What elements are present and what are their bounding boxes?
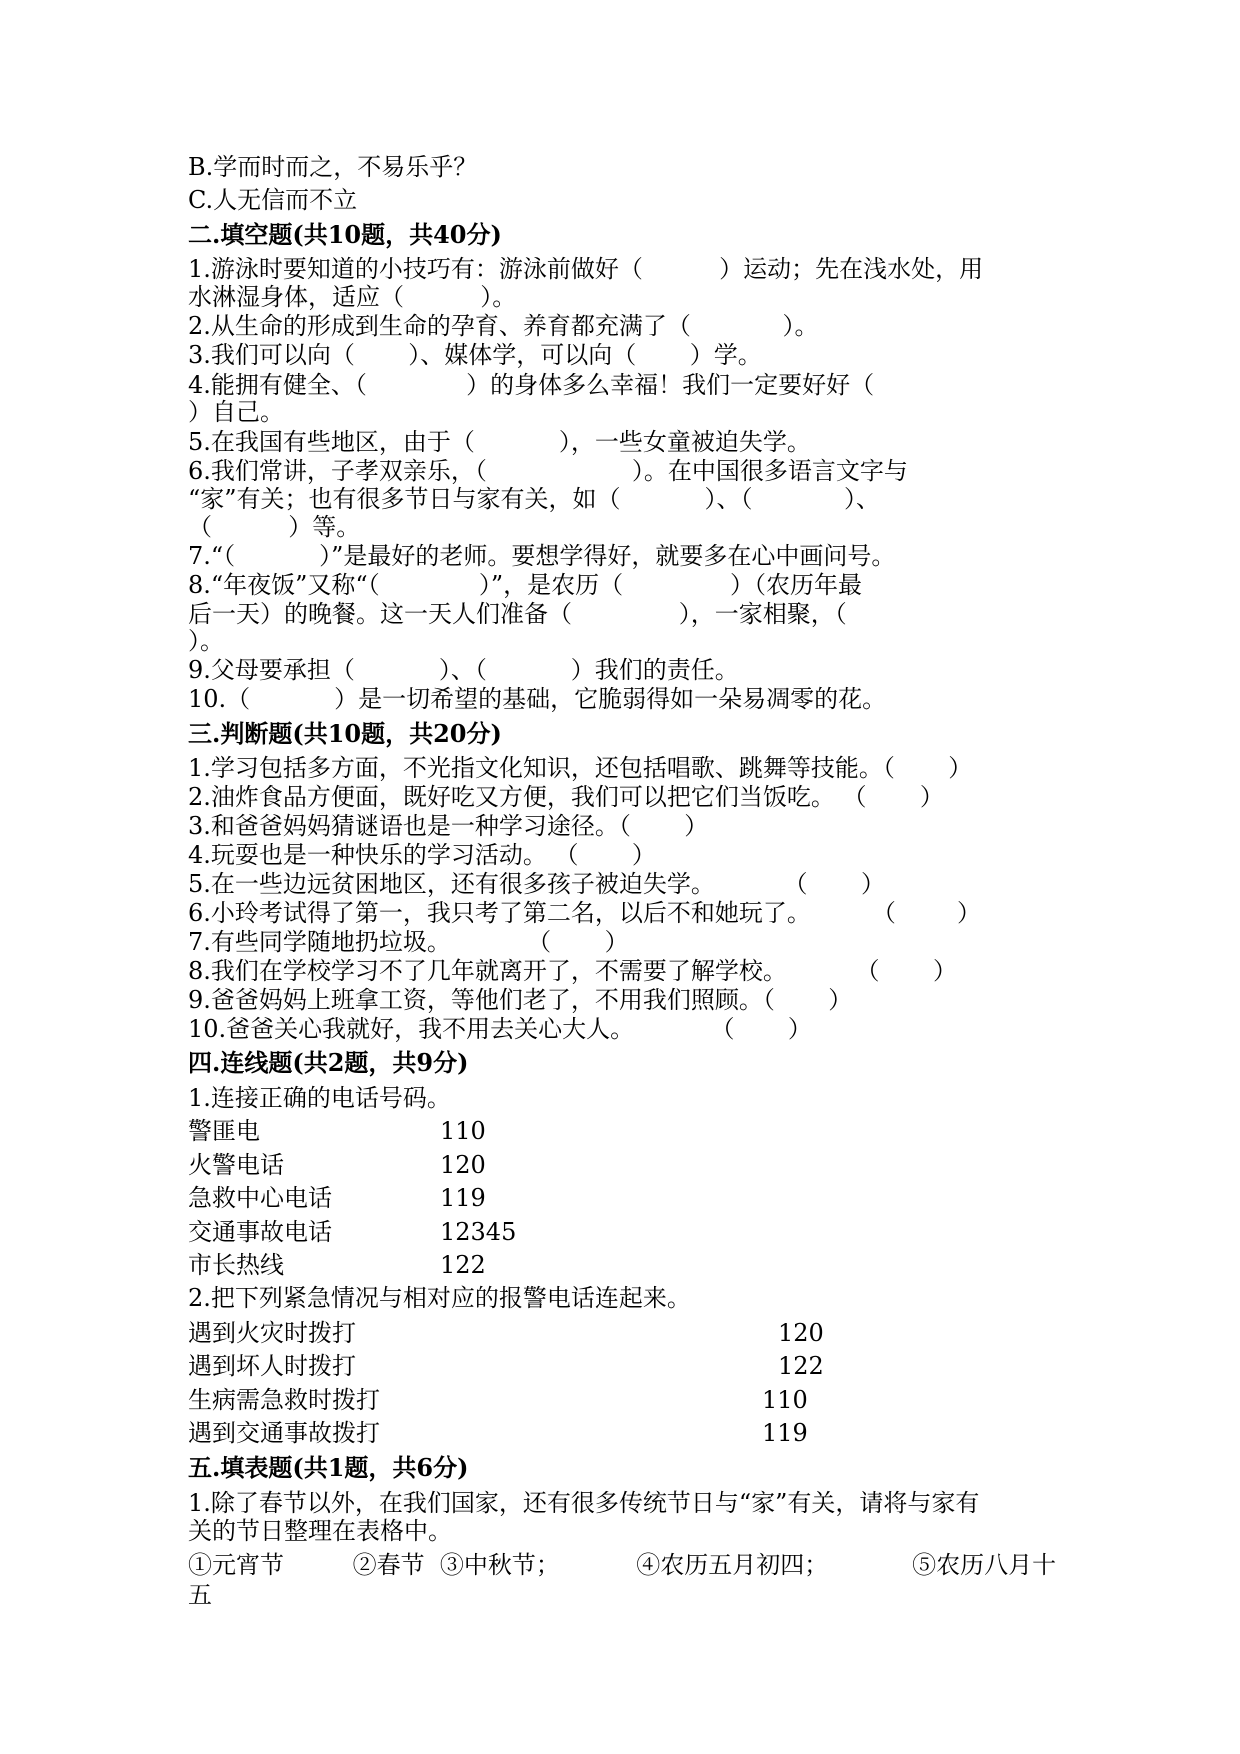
table-fill-options: 五 bbox=[188, 1581, 212, 1609]
fill-blank-line: 水淋湿身体，适应（ ）。 bbox=[188, 283, 517, 311]
matching-left-item: 警匪电 bbox=[188, 1117, 260, 1145]
judgement-line: 8.我们在学校学习不了几年就离开了，不需要了解学校。 （ ） bbox=[188, 957, 957, 985]
matching-left-item: 生病需急救时拨打 bbox=[188, 1386, 380, 1414]
judgement-line: 7.有些同学随地扔垃圾。 （ ） bbox=[188, 928, 629, 956]
matching-left-item: 市长热线 bbox=[188, 1251, 284, 1279]
matching-q1-prompt: 1.连接正确的电话号码。 bbox=[188, 1084, 451, 1112]
fill-blank-line: 8.“年夜饭”又称“（ ）”，是农历（ ）（农历年最 bbox=[188, 571, 862, 599]
fill-blank-line: 9.父母要承担（ ）、（ ）我们的责任。 bbox=[188, 656, 739, 684]
table-fill-line: 1.除了春节以外，在我们国家，还有很多传统节日与“家”有关，请将与家有 bbox=[188, 1489, 980, 1517]
matching-left-item: 遇到交通事故拨打 bbox=[188, 1419, 380, 1447]
matching-left-item: 遇到火灾时拨打 bbox=[188, 1319, 356, 1347]
fill-blank-line: “家”有关；也有很多节日与家有关，如（ ）、（ ）、 bbox=[188, 485, 881, 513]
matching-left-item: 交通事故电话 bbox=[188, 1218, 332, 1246]
judgement-line: 5.在一些边远贫困地区，还有很多孩子被迫失学。 （ ） bbox=[188, 870, 885, 898]
fill-blank-line: 后一天）的晚餐。这一天人们准备（ ），一家相聚，（ bbox=[188, 600, 847, 628]
section-title-matching: 四.连线题(共2题，共9分) bbox=[188, 1048, 469, 1077]
fill-blank-line: 6.我们常讲，子孝双亲乐，（ ）。在中国很多语言文字与 bbox=[188, 457, 908, 485]
matching-right-item: 120 bbox=[440, 1151, 486, 1179]
section-title-table-fill: 五.填表题(共1题，共6分) bbox=[188, 1453, 469, 1482]
table-fill-line: 关的节日整理在表格中。 bbox=[188, 1517, 452, 1545]
matching-right-item: 110 bbox=[762, 1386, 808, 1414]
matching-right-item: 12345 bbox=[440, 1218, 517, 1246]
fill-blank-line: 3.我们可以向（ ）、媒体学，可以向（ ）学。 bbox=[188, 341, 762, 369]
judgement-line: 10.爸爸关心我就好，我不用去关心大人。 （ ） bbox=[188, 1015, 812, 1043]
fill-blank-line: （ ）等。 bbox=[188, 513, 361, 541]
section-title-fill-blank: 二.填空题(共10题，共40分) bbox=[188, 220, 502, 249]
matching-right-item: 120 bbox=[778, 1319, 824, 1347]
judgement-line: 1.学习包括多方面，不光指文化知识，还包括唱歌、跳舞等技能。（ ） bbox=[188, 754, 973, 782]
matching-left-item: 火警电话 bbox=[188, 1151, 284, 1179]
matching-right-item: 122 bbox=[440, 1251, 486, 1279]
choice-option-c: C.人无信而不立 bbox=[188, 186, 358, 214]
fill-blank-line: 1.游泳时要知道的小技巧有：游泳前做好（ ）运动；先在浅水处，用 bbox=[188, 255, 984, 283]
matching-q2-prompt: 2.把下列紧急情况与相对应的报警电话连起来。 bbox=[188, 1284, 691, 1312]
section-title-judgement: 三.判断题(共10题，共20分) bbox=[188, 719, 502, 748]
matching-right-item: 119 bbox=[440, 1184, 486, 1212]
fill-blank-line: 4.能拥有健全、（ ）的身体多么幸福！我们一定要好好（ bbox=[188, 371, 875, 399]
fill-blank-line: 7.“（ ）”是最好的老师。要想学得好，就要多在心中画问号。 bbox=[188, 542, 896, 570]
matching-right-item: 110 bbox=[440, 1117, 486, 1145]
judgement-line: 4.玩耍也是一种快乐的学习活动。 （ ） bbox=[188, 841, 656, 869]
judgement-line: 9.爸爸妈妈上班拿工资，等他们老了，不用我们照顾。（ ） bbox=[188, 986, 853, 1014]
fill-blank-line: 10.（ ）是一切希望的基础，它脆弱得如一朵易凋零的花。 bbox=[188, 685, 887, 713]
judgement-line: 3.和爸爸妈妈猜谜语也是一种学习途径。（ ） bbox=[188, 812, 709, 840]
fill-blank-line: ）。 bbox=[188, 627, 224, 655]
matching-left-item: 遇到坏人时拨打 bbox=[188, 1352, 356, 1380]
judgement-line: 2.油炸食品方便面，既好吃又方便，我们可以把它们当饭吃。 （ ） bbox=[188, 783, 944, 811]
matching-right-item: 119 bbox=[762, 1419, 808, 1447]
fill-blank-line: ）自己。 bbox=[188, 398, 284, 426]
fill-blank-line: 2.从生命的形成到生命的孕育、养育都充满了（ ）。 bbox=[188, 312, 819, 340]
choice-option-b: B.学而时而之，不易乐乎？ bbox=[188, 153, 478, 181]
table-fill-options: ①元宵节 ②春节 ③中秋节； ④农历五月初四； ⑤农历八月十 bbox=[188, 1551, 1057, 1579]
fill-blank-line: 5.在我国有些地区，由于（ ），一些女童被迫失学。 bbox=[188, 428, 811, 456]
matching-right-item: 122 bbox=[778, 1352, 824, 1380]
judgement-line: 6.小玲考试得了第一，我只考了第二名，以后不和她玩了。 （ ） bbox=[188, 899, 981, 927]
matching-left-item: 急救中心电话 bbox=[188, 1184, 332, 1212]
